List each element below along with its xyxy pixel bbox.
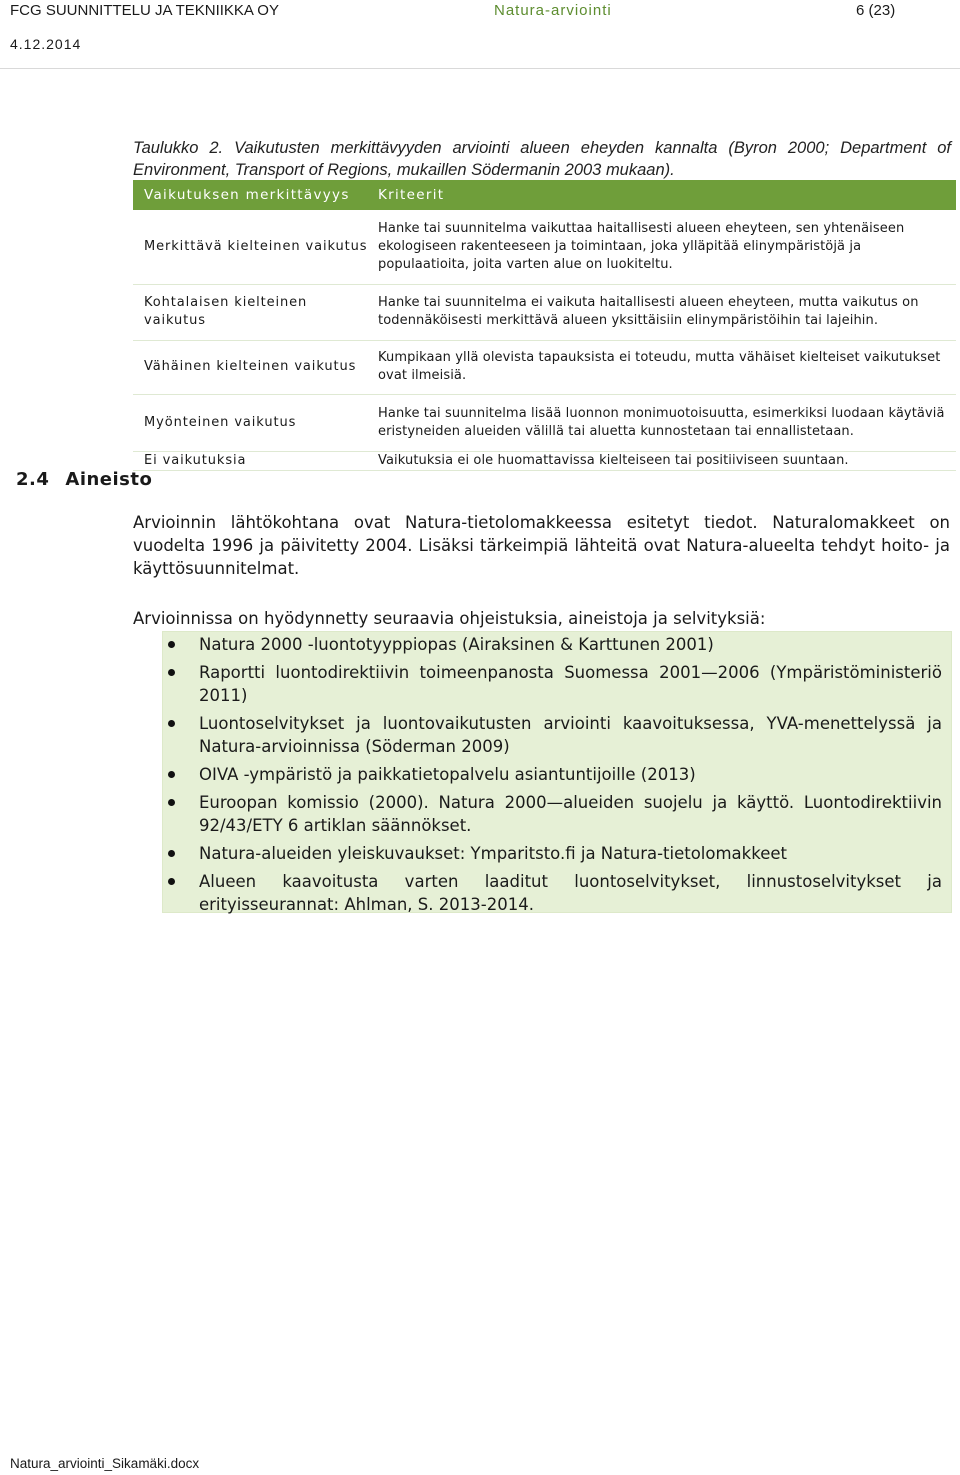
criteria-text: Hanke tai suunnitelma ei vaikuta haitallisesti alueen eheyteen, mutta vaikutus on todennäköisesti merkittävä alueen yksittäisiin elinympäristöihin tai lajeihin.	[370, 284, 956, 340]
bullet-icon	[168, 771, 175, 778]
bullet-icon	[168, 799, 175, 806]
bullet-icon	[168, 720, 175, 727]
table-row	[133, 451, 956, 470]
criteria-text: Vaikutuksia ei ole huomattavissa kielteiseen tai positiiviseen suuntaan.	[370, 451, 956, 470]
source-text: Alueen kaavoitusta varten laaditut luontoselvitykset, linnustoselvitykset ja erityisseurannat: Ahlman, S. 2013-2014.	[199, 872, 942, 914]
list-item	[162, 791, 950, 837]
bullet-icon	[168, 878, 175, 885]
list-item	[162, 870, 950, 916]
table-row	[133, 210, 956, 284]
column-header-criteria: Kriteerit	[370, 180, 956, 210]
table-caption: Taulukko 2. Vaikutusten merkittävyyden arviointi alueen eheyden kannalta (Byron 2000; Department of Environment, Transport of Regions, mukaillen Södermanin 2003 mukaan).	[133, 139, 951, 179]
table-row	[133, 284, 956, 340]
section-title: Aineisto	[65, 469, 153, 490]
significance-criteria-table	[133, 180, 956, 471]
source-text: Euroopan komissio (2000). Natura 2000—alueiden suojelu ja käyttö. Luontodirektiivin 92/43/ETY 6 artiklan säännökset.	[199, 793, 942, 835]
source-text: Raportti luontodirektiivin toimeenpanosta Suomessa 2001—2006 (Ympäristöministeriö 2011)	[199, 663, 942, 705]
criteria-text: Hanke tai suunnitelma vaikuttaa haitallisesti alueen eheyteen, sen yhtenäiseen ekologiseen rakenteeseen ja toimintaan, joka ylläpitää elinympäristöjä ja populaatioita, joita varten alue on luokiteltu.	[370, 210, 956, 284]
bullet-icon	[168, 850, 175, 857]
list-item	[162, 661, 950, 707]
list-item	[162, 633, 950, 656]
header-divider	[0, 68, 960, 69]
significance-level: Kohtalaisen kielteinen vaikutus	[133, 284, 370, 340]
company-name: FCG SUUNNITTELU JA TEKNIIKKA OY	[10, 2, 279, 19]
significance-level: Ei vaikutuksia	[133, 451, 370, 470]
list-item	[162, 712, 950, 758]
document-date: 4.12.2014	[10, 36, 82, 52]
sources-intro: Arvioinnissa on hyödynnetty seuraavia ohjeistuksia, aineistoja ja selvityksiä:	[133, 609, 766, 628]
footer-filename: Natura_arviointi_Sikamäki.docx	[10, 1456, 200, 1471]
significance-level: Vähäinen kielteinen vaikutus	[133, 340, 370, 394]
body-paragraph: Arvioinnin lähtökohtana ovat Natura-tietolomakkeessa esitetyt tiedot. Naturalomakkeet on vuodelta 1996 ja päivitetty 2004. Lisäksi tärkeimpiä lähteitä ovat Natura-alueelta tehdyt hoito- ja käyttösuunnitelmat.	[133, 513, 950, 578]
significance-level: Merkittävä kielteinen vaikutus	[133, 210, 370, 284]
bullet-icon	[168, 669, 175, 676]
source-text: Natura-alueiden yleiskuvaukset: Ymparitsto.fi ja Natura-tietolomakkeet	[199, 844, 787, 863]
bullet-icon	[168, 641, 175, 648]
list-item	[162, 763, 950, 786]
source-text: Natura 2000 -luontotyyppiopas (Airaksinen & Karttunen 2001)	[199, 635, 714, 654]
table-row	[133, 340, 956, 394]
table-header-row	[133, 180, 956, 210]
source-text: Luontoselvitykset ja luontovaikutusten arviointi kaavoituksessa, YVA-menettelyssä ja Natura-arvioinnissa (Söderman 2009)	[199, 714, 942, 756]
column-header-significance: Vaikutuksen merkittävyys	[133, 180, 370, 210]
document-title: Natura-arviointi	[494, 2, 612, 19]
criteria-text: Hanke tai suunnitelma lisää luonnon monimuotoisuutta, esimerkiksi luodaan käytäviä eristyneiden alueiden välillä tai aluetta kunnostetaan tai ennallistetaan.	[370, 394, 956, 451]
page-number: 6 (23)	[856, 2, 896, 19]
table-row	[133, 394, 956, 451]
section-heading	[16, 469, 152, 490]
sources-list	[162, 633, 950, 921]
significance-level: Myönteinen vaikutus	[133, 394, 370, 451]
list-item	[162, 842, 950, 865]
source-text: OIVA -ympäristö ja paikkatietopalvelu asiantuntijoille (2013)	[199, 765, 696, 784]
criteria-text: Kumpikaan yllä olevista tapauksista ei toteudu, mutta vähäiset kielteiset vaikutukset ovat ilmeisiä.	[370, 340, 956, 394]
section-number: 2.4	[16, 469, 50, 490]
